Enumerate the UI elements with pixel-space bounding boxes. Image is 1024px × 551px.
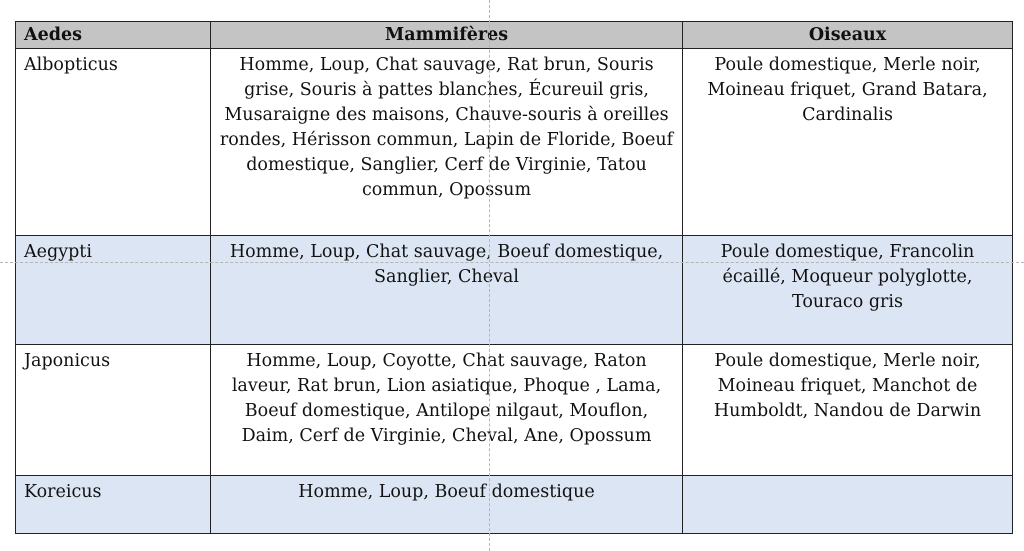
- table-body: [16, 49, 1013, 534]
- species-cell: Albopticus: [16, 49, 211, 236]
- birds-cell: Poule domestique, Merle noir, Moineau friquet, Grand Batara, Cardinalis: [683, 49, 1013, 236]
- table-row: [16, 49, 1013, 236]
- header-oiseaux: Oiseaux: [683, 22, 1013, 49]
- header-mammiferes: Mammifères: [211, 22, 683, 49]
- header-aedes: Aedes: [16, 22, 211, 49]
- table-row: [16, 345, 1013, 476]
- species-cell: Aegypti: [16, 236, 211, 345]
- birds-cell: Poule domestique, Merle noir, Moineau friquet, Manchot de Humboldt, Nandou de Darwin: [683, 345, 1013, 476]
- birds-cell: Poule domestique, Francolin écaillé, Moqueur polyglotte, Touraco gris: [683, 236, 1013, 345]
- table-header: [16, 22, 1013, 49]
- mammals-cell: Homme, Loup, Coyotte, Chat sauvage, Raton laveur, Rat brun, Lion asiatique, Phoque , Lama, Boeuf domestique, Antilope nilgaut, Mouflon, Daim, Cerf de Virginie, Cheval, Ane, Opossum: [211, 345, 683, 476]
- host-table: [15, 21, 1013, 534]
- mammals-cell: Homme, Loup, Chat sauvage, Rat brun, Souris grise, Souris à pattes blanches, Écureuil gris, Musaraigne des maisons, Chauve-souris à oreilles rondes, Hérisson commun, Lapin de Floride, Boeuf domestique, Sanglier, Cerf de Virginie, Tatou commun, Opossum: [211, 49, 683, 236]
- species-cell: Koreicus: [16, 476, 211, 534]
- table-row: [16, 476, 1013, 534]
- table-row: [16, 236, 1013, 345]
- species-cell: Japonicus: [16, 345, 211, 476]
- mammals-cell: Homme, Loup, Boeuf domestique: [211, 476, 683, 534]
- mammals-cell: Homme, Loup, Chat sauvage, Boeuf domestique, Sanglier, Cheval: [211, 236, 683, 345]
- header-row: [16, 22, 1013, 49]
- birds-cell: [683, 476, 1013, 534]
